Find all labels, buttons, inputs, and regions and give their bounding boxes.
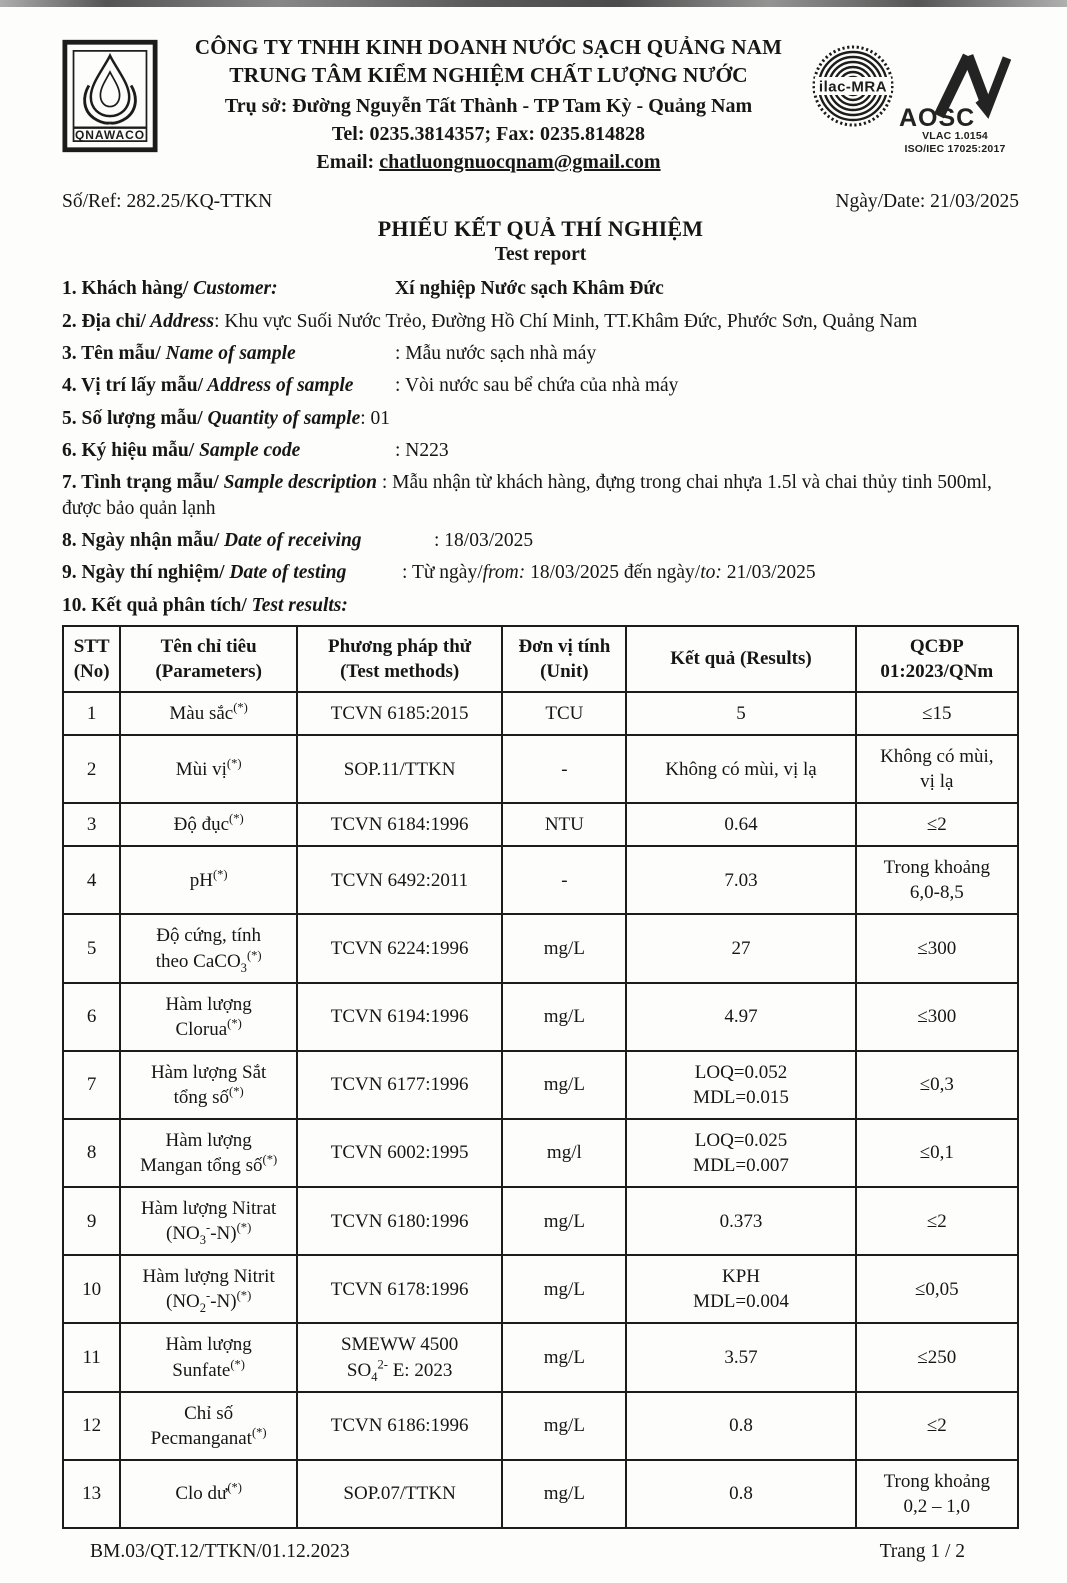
cell-unit: TCU	[502, 692, 626, 735]
cell-method: TCVN 6178:1996	[297, 1255, 502, 1323]
table-row	[63, 1460, 1018, 1528]
water-drop-logo-icon	[62, 38, 158, 154]
cell-no: 5	[63, 914, 120, 982]
cell-limit: ≤2	[856, 803, 1018, 846]
cell-limit: Trong khoảng 0,2 – 1,0	[856, 1460, 1018, 1528]
table-row	[63, 1392, 1018, 1460]
cell-unit: mg/l	[502, 1119, 626, 1187]
cell-result: 3.57	[626, 1323, 855, 1391]
results-table-head	[63, 626, 1018, 692]
info-value: : 01	[360, 407, 391, 429]
cell-no: 12	[63, 1392, 120, 1460]
info-list	[62, 276, 1019, 618]
column-header: STT (No)	[63, 626, 120, 692]
cell-limit: ≤15	[856, 692, 1018, 735]
info-item	[62, 593, 1019, 618]
cell-no: 9	[63, 1187, 120, 1255]
cell-no: 7	[63, 1051, 120, 1119]
info-item	[62, 560, 1019, 585]
ref-date-row	[62, 191, 1019, 213]
cell-parameter: Hàm lượng Nitrat $(NO_3^--N)^{(*)}$	[120, 1187, 297, 1255]
info-label: 9. Ngày thí nghiệm/ Date of testing	[62, 562, 347, 584]
cell-result: KPH MDL=0.004	[626, 1255, 855, 1323]
cell-limit: Trong khoảng 6,0-8,5	[856, 846, 1018, 914]
info-label: 8. Ngày nhận mẫu/ Date of receiving	[62, 529, 362, 551]
cell-result: 0.8	[626, 1460, 855, 1528]
column-header: Đơn vị tính (Unit)	[502, 626, 626, 692]
email-link[interactable]: chatluongnuocqnam@gmail.com	[379, 151, 661, 174]
cell-unit: mg/L	[502, 1255, 626, 1323]
cell-method: TCVN 6186:1996	[297, 1392, 502, 1460]
cell-parameter: Hàm lượng Sắt tổng số(*)	[120, 1051, 297, 1119]
info-item	[62, 309, 1019, 334]
table-row	[63, 1187, 1018, 1255]
cell-limit: ≤0,05	[856, 1255, 1018, 1323]
cell-result: 0.8	[626, 1392, 855, 1460]
info-label: 10. Kết quả phân tích/ Test results:	[62, 594, 348, 616]
cell-limit: ≤2	[856, 1392, 1018, 1460]
cell-limit: Không có mùi, vị lạ	[856, 735, 1018, 803]
info-value: : Khu vực Suối Nước Trẻo, Đường Hồ Chí Minh, TT.Khâm Đức, Phước Sơn, Quảng Nam	[214, 310, 918, 332]
info-label: 3. Tên mẫu/ Name of sample	[62, 342, 296, 364]
cell-no: 6	[63, 983, 120, 1051]
document-date: Ngày/Date: 21/03/2025	[835, 191, 1019, 213]
page-subtitle: Test report	[494, 244, 587, 266]
cell-parameter: Độ cứng, tính theo CaCO$_3$(*)	[120, 914, 297, 982]
column-header: Kết quả (Results)	[626, 626, 855, 692]
header-row	[63, 626, 1018, 692]
page-title: PHIẾU KẾT QUẢ THÍ NGHIỆM	[377, 216, 704, 242]
page-footer	[62, 1541, 1019, 1563]
cell-limit: ≤0,1	[856, 1119, 1018, 1187]
cell-method: TCVN 6492:2011	[297, 846, 502, 914]
column-header: QCĐP 01:2023/QNm	[856, 626, 1018, 692]
cell-no: 10	[63, 1255, 120, 1323]
cell-unit: -	[502, 846, 626, 914]
cell-result: Không có mùi, vị lạ	[626, 735, 855, 803]
info-item	[62, 406, 1019, 431]
cell-result: 5	[626, 692, 855, 735]
cell-unit: mg/L	[502, 914, 626, 982]
cell-no: 1	[63, 692, 120, 735]
cell-unit: -	[502, 735, 626, 803]
aosc-logo	[899, 44, 1011, 156]
qnawaco-logo	[62, 32, 166, 159]
ilac-mra-stamp-icon	[811, 44, 895, 128]
results-table-body	[63, 692, 1018, 1528]
cell-result: 4.97	[626, 983, 855, 1051]
table-row	[63, 1323, 1018, 1391]
cell-result: 7.03	[626, 846, 855, 914]
cell-unit: mg/L	[502, 1323, 626, 1391]
info-label: 7. Tình trạng mẫu/ Sample description	[62, 472, 377, 494]
cell-unit: mg/L	[502, 1460, 626, 1528]
cell-method: SMEWW 4500 $SO_4^{2-}$ E: 2023	[297, 1323, 502, 1391]
cell-method: TCVN 6224:1996	[297, 914, 502, 982]
cell-parameter: Màu sắc(*)	[120, 692, 297, 735]
cell-method: TCVN 6185:2015	[297, 692, 502, 735]
table-row	[63, 846, 1018, 914]
qnawaco-logo-text: QNAWACO	[74, 128, 146, 143]
cell-parameter: Độ đục(*)	[120, 803, 297, 846]
cell-no: 13	[63, 1460, 120, 1528]
table-row	[63, 1255, 1018, 1323]
cell-result: 0.373	[626, 1187, 855, 1255]
table-row	[63, 735, 1018, 803]
info-value: : 18/03/2025	[434, 529, 534, 551]
column-header: Phương pháp thử (Test methods)	[297, 626, 502, 692]
cell-method: TCVN 6177:1996	[297, 1051, 502, 1119]
cell-no: 11	[63, 1323, 120, 1391]
cell-parameter: Hàm lượng Sunfate(*)	[120, 1323, 297, 1391]
letterhead	[62, 0, 1019, 175]
info-label: 1. Khách hàng/ Customer:	[62, 278, 278, 300]
company-name: CÔNG TY TNHH KINH DOANH NƯỚC SẠCH QUẢNG NAM	[194, 35, 783, 59]
info-label: 5. Số lượng mẫu/ Quantity of sample	[62, 407, 361, 429]
cell-method: SOP.07/TTKN	[297, 1460, 502, 1528]
scan-edge-artifact	[0, 0, 1067, 7]
cell-unit: mg/L	[502, 983, 626, 1051]
cell-no: 4	[63, 846, 120, 914]
ilac-mra-text: ilac-MRA	[818, 78, 888, 96]
cell-method: TCVN 6002:1995	[297, 1119, 502, 1187]
info-label: 4. Vị trí lấy mẫu/ Address of sample	[62, 375, 354, 397]
iso-standard: ISO/IEC 17025:2017	[904, 143, 1006, 156]
email-line	[174, 149, 803, 175]
info-value: Xí nghiệp Nước sạch Khâm Đức	[395, 278, 664, 300]
info-label: 2. Địa chỉ/ Address	[62, 310, 215, 332]
cell-limit: ≤300	[856, 914, 1018, 982]
table-row	[63, 1051, 1018, 1119]
table-row	[63, 1119, 1018, 1187]
aosc-mountain-check-icon	[899, 44, 1011, 130]
cell-unit: mg/L	[502, 1051, 626, 1119]
cell-parameter: pH(*)	[120, 846, 297, 914]
cell-result: 27	[626, 914, 855, 982]
cell-method: SOP.11/TTKN	[297, 735, 502, 803]
cell-parameter: Hàm lượng Mangan tổng số(*)	[120, 1119, 297, 1187]
vlac-number: VLAC 1.0154	[922, 130, 988, 142]
info-item	[62, 438, 1019, 463]
table-row	[63, 914, 1018, 982]
cell-parameter: Hàm lượng Clorua(*)	[120, 983, 297, 1051]
letterhead-text	[174, 32, 803, 175]
cell-no: 2	[63, 735, 120, 803]
cell-method: TCVN 6184:1996	[297, 803, 502, 846]
cell-method: TCVN 6180:1996	[297, 1187, 502, 1255]
cell-limit: ≤0,3	[856, 1051, 1018, 1119]
info-item	[62, 470, 1019, 521]
cell-result: 0.64	[626, 803, 855, 846]
table-row	[63, 983, 1018, 1051]
page-number: Trang 1 / 2	[879, 1540, 965, 1562]
cell-result: LOQ=0.052 MDL=0.015	[626, 1051, 855, 1119]
accreditation-logos	[811, 32, 1019, 156]
cell-method: TCVN 6194:1996	[297, 983, 502, 1051]
cell-result: LOQ=0.025 MDL=0.007	[626, 1119, 855, 1187]
cell-unit: NTU	[502, 803, 626, 846]
cell-no: 3	[63, 803, 120, 846]
aosc-text: AOSC	[899, 104, 976, 130]
form-code: BM.03/QT.12/TTKN/01.12.2023	[90, 1540, 350, 1562]
cell-parameter: Clo dư(*)	[120, 1460, 297, 1528]
document-ref: Số/Ref: 282.25/KQ-TTKN	[62, 191, 273, 213]
info-item	[62, 528, 1019, 553]
results-table	[62, 625, 1019, 1529]
info-value: : Vòi nước sau bể chứa của nhà máy	[395, 375, 679, 397]
info-item	[62, 341, 1019, 366]
info-value: : Mẫu nước sạch nhà máy	[395, 342, 597, 364]
info-value: : Từ ngày/from: 18/03/2025 đến ngày/to: 21/03/2025	[402, 562, 816, 584]
email-label: Email:	[316, 151, 375, 174]
cell-limit: ≤300	[856, 983, 1018, 1051]
cell-limit: ≤2	[856, 1187, 1018, 1255]
info-value: : N223	[395, 439, 449, 461]
cell-limit: ≤250	[856, 1323, 1018, 1391]
table-row	[63, 692, 1018, 735]
tel-fax-line: Tel: 0235.3814357; Fax: 0235.814828	[331, 123, 646, 146]
cell-unit: mg/L	[502, 1392, 626, 1460]
column-header: Tên chỉ tiêu (Parameters)	[120, 626, 297, 692]
info-item	[62, 373, 1019, 398]
info-value: : Mẫu nhận từ khách hàng, đựng trong chai nhựa 1.5l và chai thủy tinh 500ml, được bảo quản lạnh	[62, 472, 992, 519]
head-office-address: Trụ sở: Đường Nguyễn Tất Thành - TP Tam Kỳ - Quảng Nam	[224, 95, 753, 118]
info-label: 6. Ký hiệu mẫu/ Sample code	[62, 439, 301, 461]
cell-parameter: Hàm lượng Nitrit $(NO_2^--N)^{(*)}$	[120, 1255, 297, 1323]
cell-parameter: Mùi vị(*)	[120, 735, 297, 803]
cell-no: 8	[63, 1119, 120, 1187]
cell-unit: mg/L	[502, 1187, 626, 1255]
center-name: TRUNG TÂM KIỂM NGHIỆM CHẤT LƯỢNG NƯỚC	[229, 63, 748, 88]
cell-parameter: Chỉ số Pecmanganat(*)	[120, 1392, 297, 1460]
table-row	[63, 803, 1018, 846]
info-item	[62, 276, 1019, 301]
